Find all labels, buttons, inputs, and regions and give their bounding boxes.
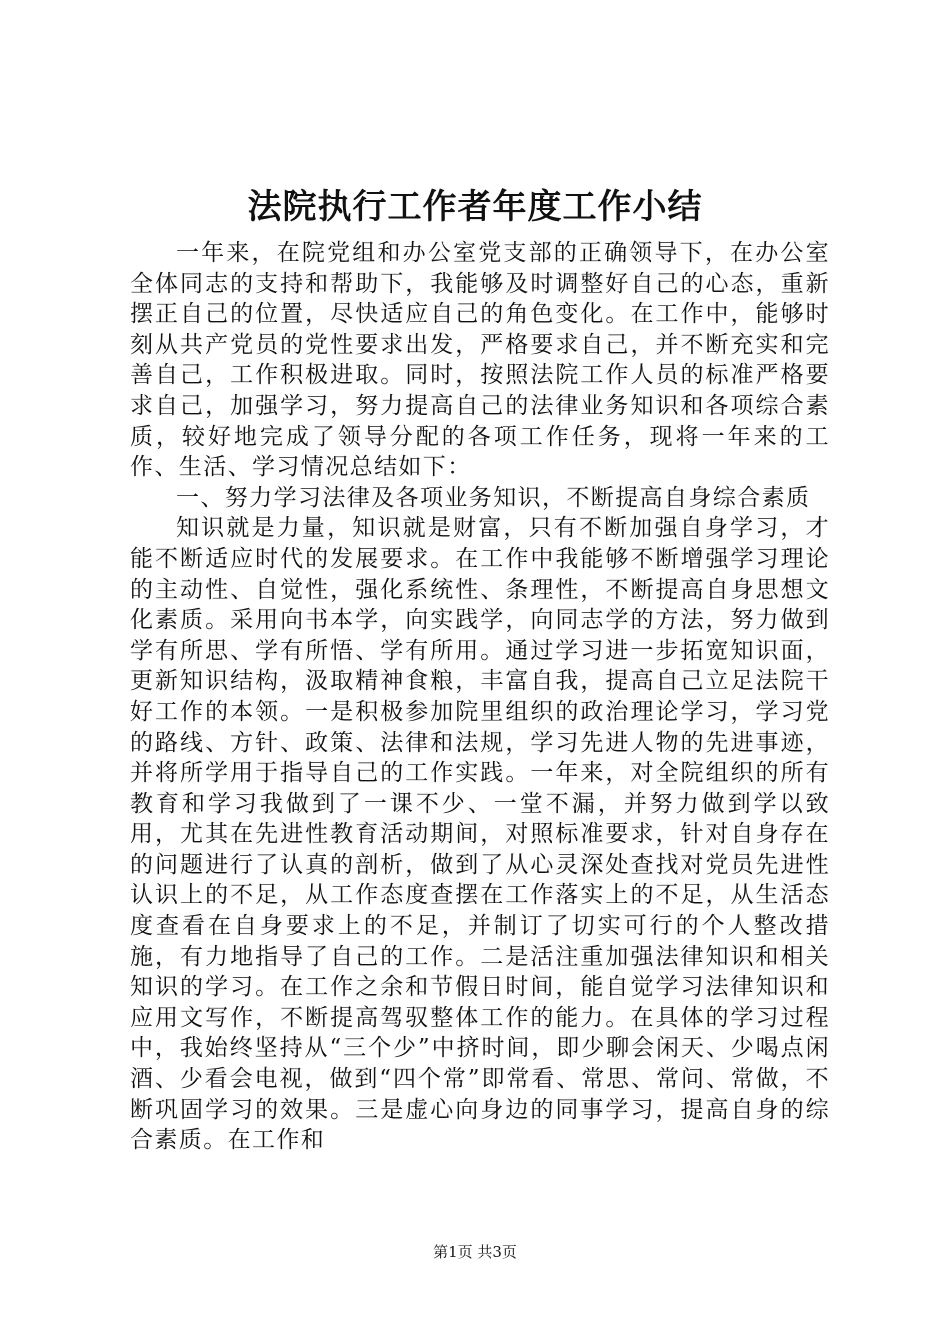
section-1-paragraph: 知识就是力量，知识就是财富，只有不断加强自身学习，才能不断适应时代的发展要求。在工作中我能够不断增强学习理论的主动性、自觉性，强化系统性、条理性，不断提高自身思想文化素质。采用向书本学，向实践学，向同志学的方法，努力做到学有所思、学有所悟、学有所用。通过学习进一步拓宽知识面，更新知识结构，汲取精神食粮，丰富自我，提高自己立足法院干好工作的本领。一是积极参加院里组织的政治理论学习，学习党的路线、方针、政策、法律和法规，学习先进人物的先进事迹，并将所学用于指导自己的工作实践。一年来，对全院组织的所有教育和学习我做到了一课不少、一堂不漏，并努力做到学以致用，尤其在先进性教育活动期间，对照标准要求，针对自身存在的问题进行了认真的剖析，做到了从心灵深处查找对党员先进性认识上的不足，从工作态度查摆在工作落实上的不足，从生活态度查看在自身要求上的不足，并制订了切实可行的个人整改措施，有力地指导了自己的工作。二是活注重加强法律知识和相关知识的学习。在工作之余和节假日时间，能自觉学习法律知识和应用文写作，不断提高驾驭整体工作的能力。在具体的学习过程中，我始终坚持从“三个少”中挤时间，即少聊会闲天、少喝点闲酒、少看会电视，做到“四个常”即常看、常思、常问、常做，不断巩固学习的效果。三是虚心向身边的同事学习，提高自身的综合素质。在工作和 bbox=[130, 515, 830, 1154]
document-body bbox=[130, 238, 830, 1156]
page-number-footer: 第1页 共3页 bbox=[433, 1243, 517, 1261]
intro-paragraph: 一年来，在院党组和办公室党支部的正确领导下，在办公室全体同志的支持和帮助下，我能够及时调整好自己的心态，重新摆正自己的位置，尽快适应自己的角色变化。在工作中，能够时刻从共产党员的党性要求出发，严格要求自己，并不断充实和完善自己，工作积极进取。同时，按照法院工作人员的标准严格要求自己，加强学习，努力提高自己的法律业务知识和各项综合素质，较好地完成了领导分配的各项工作任务，现将一年来的工作、生活、学习情况总结如下： bbox=[130, 240, 830, 481]
section-heading-1: 一、努力学习法律及各项业务知识，不断提高自身综合素质 bbox=[176, 484, 811, 511]
document-title: 法院执行工作者年度工作小结 bbox=[247, 187, 703, 227]
